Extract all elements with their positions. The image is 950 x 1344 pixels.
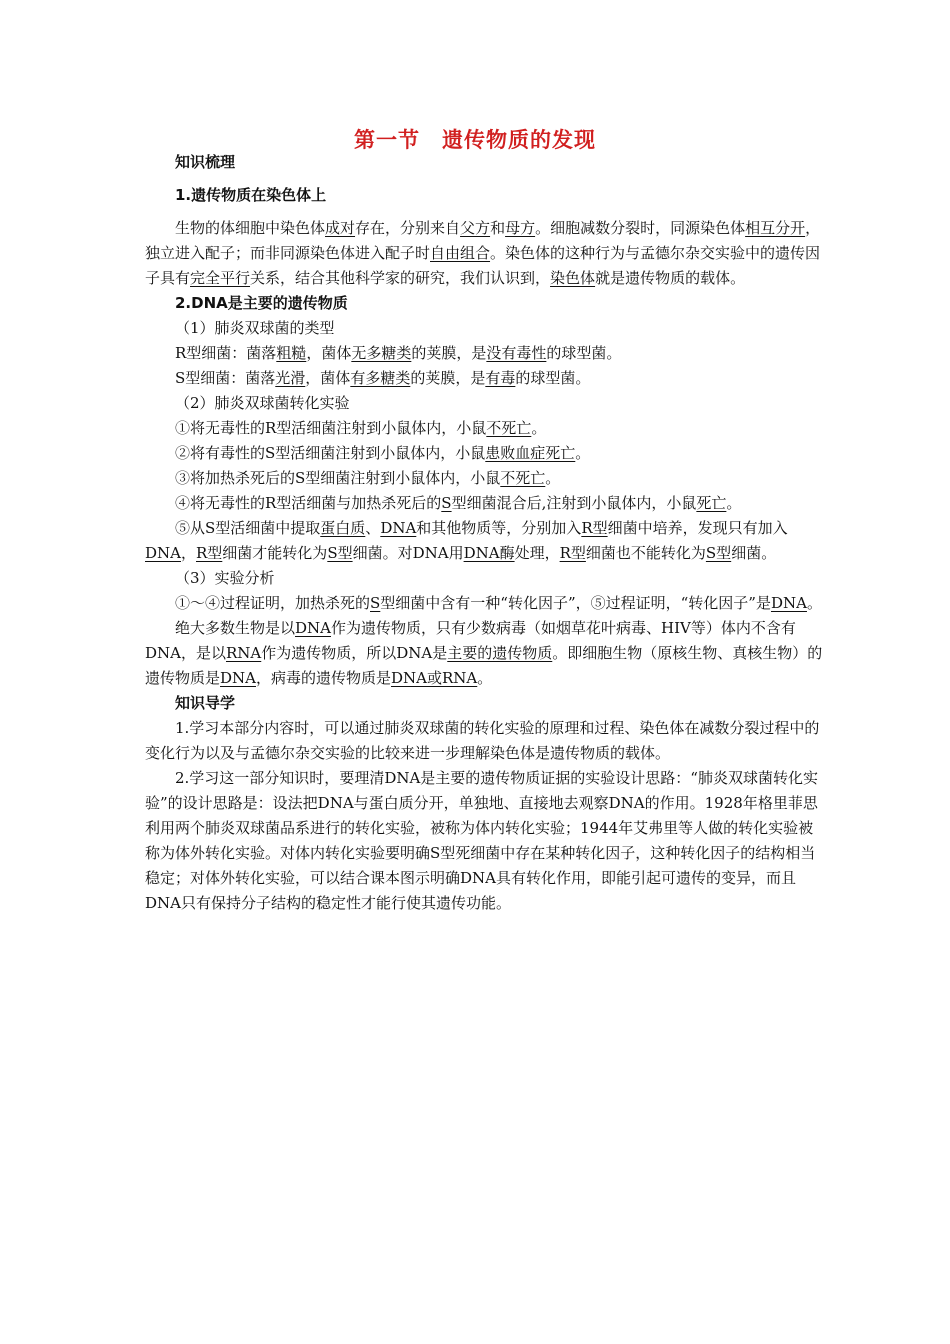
text-segment: 的球型菌。 bbox=[515, 369, 591, 387]
analysis-paragraph-1 bbox=[145, 591, 825, 616]
s-type-line bbox=[145, 366, 825, 391]
blank-answer: 染色体 bbox=[550, 269, 596, 287]
blank-answer: 自由组合 bbox=[430, 244, 491, 262]
text-segment: 和 bbox=[490, 219, 506, 237]
text-segment: 和其他物质等，分别加入 bbox=[416, 519, 582, 537]
text-segment: 。即细胞生物（原核生物、真核生物）的遗传物质是 bbox=[145, 644, 823, 687]
r-type-line bbox=[145, 341, 825, 366]
blank-answer: 成对 bbox=[325, 219, 356, 237]
text-segment: 。细胞减数分裂时，同源染色体 bbox=[535, 219, 746, 237]
question-types: （1）肺炎双球菌的类型 bbox=[175, 319, 335, 337]
experiment-step-4 bbox=[145, 491, 825, 516]
text-segment: ， bbox=[180, 544, 196, 562]
blank-answer: DNA酶 bbox=[463, 544, 515, 562]
blank-answer: 蛋白质 bbox=[320, 519, 366, 537]
text-segment: 。 bbox=[806, 594, 822, 612]
blank-answer: R型 bbox=[559, 544, 586, 562]
text-segment: 的荚膜，是 bbox=[411, 344, 487, 362]
text-segment: 存在，分别来自 bbox=[355, 219, 461, 237]
experiment-step-2 bbox=[145, 441, 825, 466]
analysis-paragraph-2 bbox=[145, 616, 825, 691]
blank-answer: S bbox=[441, 494, 452, 512]
blank-answer: DNA bbox=[770, 594, 807, 612]
text-segment: 的荚膜，是 bbox=[410, 369, 486, 387]
text-segment: 、 bbox=[365, 519, 381, 537]
text-segment: R型细菌：菌落 bbox=[175, 344, 277, 362]
question-analysis: （3）实验分析 bbox=[175, 569, 275, 587]
blank-answer: 母方 bbox=[505, 219, 536, 237]
text-segment: ④将无毒性的R型活细菌与加热杀死后的 bbox=[175, 494, 442, 512]
text-segment: 。 bbox=[726, 494, 742, 512]
text-segment: 型细菌混合后,注射到小鼠体内，小鼠 bbox=[451, 494, 697, 512]
text-segment: ，菌体 bbox=[305, 369, 351, 387]
blank-answer: 不死亡 bbox=[500, 469, 546, 487]
page-title: 第一节 遗传物质的发现 bbox=[354, 128, 596, 152]
blank-answer: 光滑 bbox=[275, 369, 306, 387]
question-experiment: （2）肺炎双球菌转化实验 bbox=[175, 394, 350, 412]
text-segment: 。 bbox=[545, 469, 561, 487]
text-segment: ，病毒的遗传物质是 bbox=[256, 669, 392, 687]
text-segment: ，独立进入配子；而非同源染色体进入配子时 bbox=[145, 219, 821, 262]
text-segment: ①将无毒性的R型活细菌注射到小鼠体内，小鼠 bbox=[175, 419, 487, 437]
text-segment: 细菌中培养，发现只有加入 bbox=[607, 519, 788, 537]
experiment-step-1 bbox=[145, 416, 825, 441]
text-segment: ，菌体 bbox=[306, 344, 352, 362]
guide-paragraph-1: 1.学习本部分内容时，可以通过肺炎双球菌的转化实验的原理和过程、染色体在减数分裂过程中的变化行为以及与孟德尔杂交实验的比较来进一步理解染色体是遗传物质的载体。 bbox=[145, 719, 820, 762]
text-segment: 作为遗传物质，只有少数病毒（如烟草花叶病毒、HIV等）体内不含有DNA，是以 bbox=[145, 619, 796, 662]
text-segment: ②将有毒性的S型活细菌注射到小鼠体内，小鼠 bbox=[175, 444, 486, 462]
blank-answer: DNA bbox=[220, 669, 256, 687]
document-body bbox=[145, 150, 825, 916]
section-heading-knowledge-review: 知识梳理 bbox=[175, 153, 236, 171]
text-segment: 关系，结合其他科学家的研究，我们认识到， bbox=[250, 269, 551, 287]
blank-answer: 没有毒性 bbox=[486, 344, 547, 362]
blank-answer: DNA bbox=[295, 619, 331, 637]
blank-answer: 相互分开 bbox=[745, 219, 806, 237]
paragraph-chromosome bbox=[145, 216, 825, 291]
text-segment: ①～④过程证明，加热杀死的 bbox=[175, 594, 371, 612]
guide-paragraph-2: 2.学习这一部分知识时，要理清DNA是主要的遗传物质证据的实验设计思路：“肺炎双球菌转化实验”的设计思路是：设法把DNA与蛋白质分开，单独地、直接地去观察DNA的作用。1928年格里菲思利用两个肺炎双球菌品系进行的转化实验，被称为体内转化实验；1944年艾弗里等人做的转化实验被称为体外转化实验。对体内转化实验要明确S型死细菌中存在某种转化因子，这种转化因子的结构相当稳定；对体外转化实验，可以结合课本图示明确DNA具有转化作用，即能引起可遗传的变异，而且DNA只有保持分子结构的稳定性才能行使其遗传功能。 bbox=[145, 769, 818, 912]
text-segment: ⑤从S型活细菌中提取 bbox=[175, 519, 321, 537]
text-segment: 。 bbox=[531, 419, 547, 437]
text-segment: 型细菌中含有一种“转化因子”，⑤过程证明，“转化因子”是 bbox=[380, 594, 771, 612]
subheading-dna: 2.DNA是主要的遗传物质 bbox=[175, 294, 348, 312]
blank-answer: S bbox=[370, 594, 381, 612]
blank-answer: 父方 bbox=[460, 219, 491, 237]
blank-answer: DNA bbox=[380, 519, 417, 537]
blank-answer: 有多糖类 bbox=[350, 369, 411, 387]
text-segment: 绝大多数生物是以 bbox=[175, 619, 296, 637]
text-segment: 。染色体的这种行为与孟德尔杂交实验中的遗传因子具有 bbox=[145, 244, 821, 287]
blank-answer: DNA bbox=[145, 544, 181, 562]
blank-answer: 患败血症死亡 bbox=[485, 444, 576, 462]
blank-answer: DNA或RNA bbox=[391, 669, 478, 687]
blank-answer: 有毒 bbox=[485, 369, 516, 387]
blank-answer: 不死亡 bbox=[486, 419, 532, 437]
text-segment: 生物的体细胞中染色体 bbox=[175, 219, 326, 237]
blank-answer: 完全平行 bbox=[190, 269, 251, 287]
blank-answer: R型 bbox=[581, 519, 608, 537]
text-segment: 细菌。对DNA用 bbox=[352, 544, 464, 562]
text-segment: 的球型菌。 bbox=[546, 344, 622, 362]
section-heading-learning-guide: 知识导学 bbox=[175, 694, 236, 712]
blank-answer: 无多糖类 bbox=[351, 344, 412, 362]
text-segment: 细菌才能转化为 bbox=[222, 544, 328, 562]
blank-answer: 死亡 bbox=[696, 494, 727, 512]
blank-answer: S型 bbox=[705, 544, 732, 562]
experiment-step-5 bbox=[145, 516, 825, 566]
text-segment: 就是遗传物质的载体。 bbox=[595, 269, 746, 287]
text-segment: 。 bbox=[575, 444, 591, 462]
text-segment: 细菌。 bbox=[731, 544, 777, 562]
experiment-step-3 bbox=[145, 466, 825, 491]
text-segment: 细菌也不能转化为 bbox=[585, 544, 706, 562]
blank-answer: 粗糙 bbox=[276, 344, 307, 362]
text-segment: 处理， bbox=[514, 544, 560, 562]
subheading-chromosome: 1.遗传物质在染色体上 bbox=[175, 186, 327, 204]
text-segment: 。 bbox=[477, 669, 493, 687]
blank-answer: 主要的遗传物质 bbox=[447, 644, 553, 662]
text-segment: ③将加热杀死后的S型细菌注射到小鼠体内，小鼠 bbox=[175, 469, 501, 487]
blank-answer: RNA bbox=[225, 644, 262, 662]
text-segment: S型细菌：菌落 bbox=[175, 369, 276, 387]
text-segment: 作为遗传物质，所以DNA是 bbox=[261, 644, 448, 662]
blank-answer: R型 bbox=[196, 544, 223, 562]
blank-answer: S型 bbox=[327, 544, 353, 562]
